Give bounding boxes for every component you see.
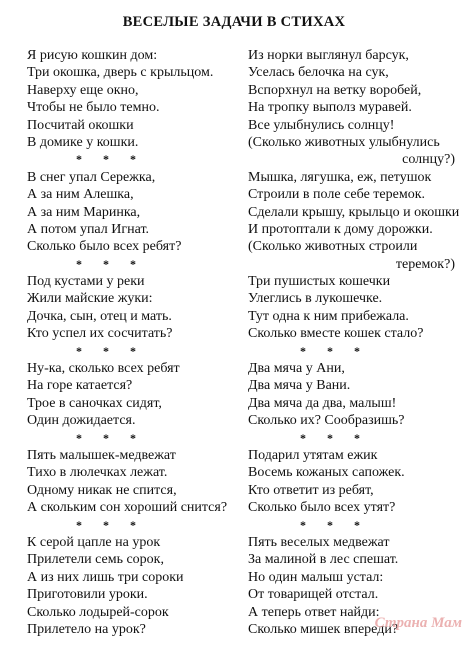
right-poem-line: На тропку выполз муравей. (248, 100, 412, 116)
left-poem-line: Прилетели семь сорок, (27, 552, 164, 568)
left-stanza-divider: * * * (76, 256, 145, 271)
left-poem-line: В снег упал Сережка, (27, 169, 156, 185)
left-poem-line: Прилетело на урок? (27, 621, 146, 637)
left-poem-line: А скольким сон хороший снится? (27, 500, 228, 516)
left-poem-line: В домике у кошки. (27, 134, 139, 150)
right-poem-line: За малиной в лес спешат. (248, 552, 399, 568)
left-poem-line: К серой цапле на урок (27, 534, 161, 550)
left-poem-line: Приготовили уроки. (27, 587, 148, 603)
right-poem-line: (Сколько животных строили (248, 239, 418, 255)
right-stanza-divider: * * * (300, 430, 369, 445)
left-poem-line: Одному никак не спится, (27, 482, 177, 498)
left-poem-line: Жили майские жуки: (27, 291, 153, 307)
right-poem-line: Улеглись в лукошечке. (248, 291, 383, 307)
left-stanza-divider: * * * (76, 430, 145, 445)
left-poem-line: Сколько было всех ребят? (27, 239, 182, 255)
right-stanza-divider: * * * (300, 517, 369, 532)
right-poem-line: солнцу?) (402, 152, 455, 168)
right-poem-line: Сделали крышу, крыльцо и окошки (248, 204, 460, 220)
right-poem-line: Два мяча у Ани, (248, 361, 345, 377)
left-poem-line: А за ним Алешка, (27, 187, 134, 203)
left-poem-line: Трое в саночках сидят, (27, 395, 162, 411)
right-poem-line: Строили в поле себе теремок. (248, 187, 425, 203)
left-stanza-divider: * * * (76, 343, 145, 358)
left-stanza-divider: * * * (76, 152, 145, 167)
right-column (248, 47, 463, 638)
left-poem-line: Наверху еще окно, (27, 82, 139, 98)
left-poem-line: Тихо в люлечках лежат. (27, 465, 168, 481)
left-poem-line: Пять малышек-медвежат (27, 447, 176, 463)
right-poem-line: Сколько было всех утят? (248, 500, 396, 516)
left-poem-line: Я рисую кошкин дом: (27, 48, 158, 63)
left-poem-line: Сколько лодырей-сорок (27, 604, 169, 620)
right-stanza-divider: * * * (300, 343, 369, 358)
right-poem-line: Два мяча да два, малыш! (248, 395, 397, 411)
right-poem-line: Кто ответит из ребят, (248, 482, 374, 498)
left-stanza-divider: * * * (76, 517, 145, 532)
right-poem-line: Вспорхнул на ветку воробей, (248, 82, 422, 98)
left-poem-line: Один дожидается. (27, 413, 136, 429)
right-poem-line: Мышка, лягушка, еж, петушок (248, 169, 432, 185)
right-poem-line: Сколько их? Сообразишь? (248, 413, 405, 429)
watermark-logo: Страна Мам (374, 615, 462, 631)
right-poem-line: Все улыбнулись солнцу! (248, 117, 395, 133)
right-poem-line: (Сколько животных улыбнулись (248, 134, 440, 150)
left-poem-line: Ну-ка, сколько всех ребят (27, 361, 180, 377)
right-poem-line: От товарищей отстал. (248, 587, 379, 603)
right-poem-line: И протоптали к дому дорожки. (248, 221, 433, 237)
right-poem-line: Сколько мишек впереди? (248, 621, 399, 637)
right-poem-line: Из норки выглянул барсук, (248, 48, 409, 63)
left-poem-line: Три окошка, дверь с крыльцом. (27, 65, 214, 81)
page-title: ВЕСЕЛЫЕ ЗАДАЧИ В СТИХАХ (122, 14, 346, 30)
right-poem-line: Уселась белочка на сук, (248, 65, 389, 81)
left-poem-line: А потом упал Игнат. (27, 221, 150, 237)
right-poem-line: Два мяча у Вани. (248, 378, 351, 394)
right-poem-line: Подарил утятам ежик (248, 447, 378, 463)
right-poem-line: Восемь кожаных сапожек. (248, 465, 405, 481)
left-poem-line: Чтобы не было темно. (27, 100, 160, 116)
right-poem-line: Сколько вместе кошек стало? (248, 326, 424, 342)
right-poem-line: теремок?) (395, 256, 455, 272)
right-poem-line: А теперь ответ найди: (248, 604, 380, 620)
left-poem-line: Кто успел их сосчитать? (27, 326, 173, 342)
left-poem-line: Под кустами у реки (27, 274, 145, 290)
left-poem-line: Посчитай окошки (27, 117, 134, 133)
left-poem-line: А из них лишь три сороки (27, 569, 184, 585)
right-poem-line: Три пушистых кошечки (248, 274, 391, 290)
left-poem-line: На горе катается? (27, 378, 133, 394)
left-column (27, 47, 242, 638)
right-poem-line: Пять веселых медвежат (248, 534, 390, 550)
right-poem-line: Но один малыш устал: (248, 569, 384, 585)
left-poem-line: А за ним Маринка, (27, 204, 141, 220)
right-poem-line: Тут одна к ним прибежала. (248, 308, 409, 324)
left-poem-line: Дочка, сын, отец и мать. (27, 308, 172, 324)
